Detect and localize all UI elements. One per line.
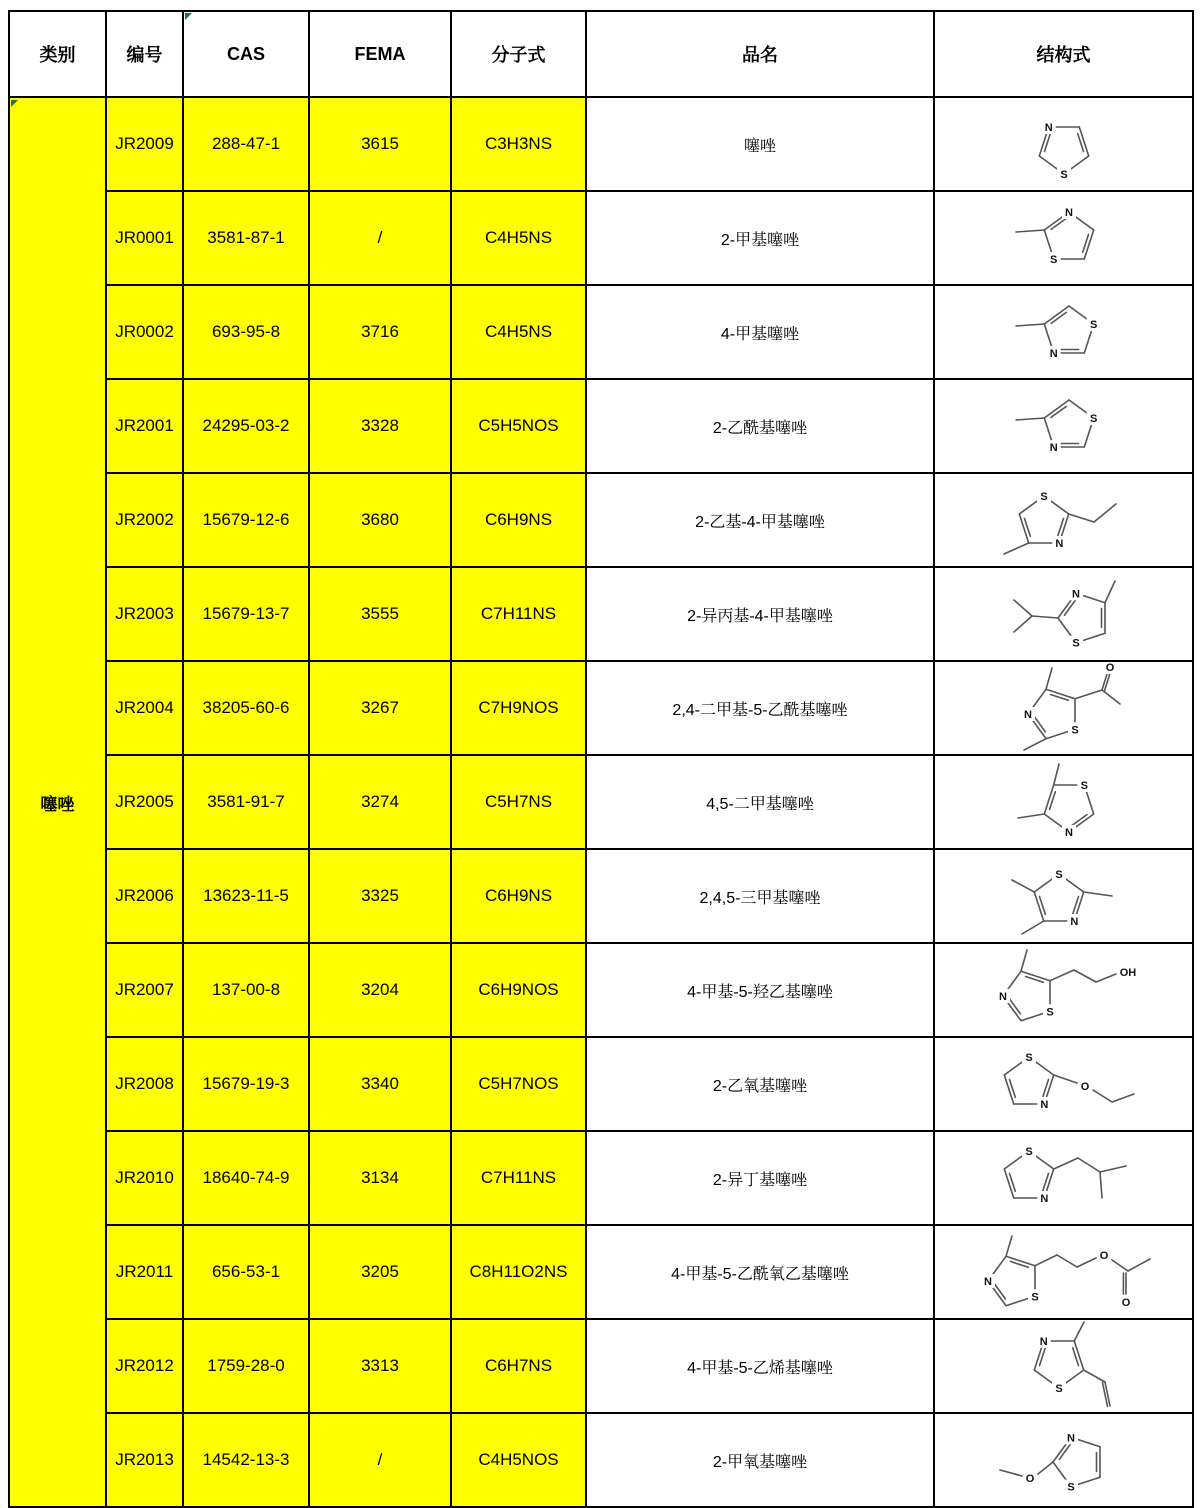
compound-row [9, 191, 1193, 285]
cas-cell: 15679-19-3 [183, 1037, 309, 1131]
fema-cell: / [309, 191, 451, 285]
compound-row [9, 943, 1193, 1037]
cas-cell: 15679-13-7 [183, 567, 309, 661]
col-header-name: 品名 [586, 11, 934, 97]
fema-cell: / [309, 1413, 451, 1507]
svg-text:S: S [1054, 1383, 1063, 1395]
col-header-category: 类别 [9, 11, 106, 97]
svg-text:N: N [1071, 588, 1080, 601]
header-row [9, 11, 1193, 97]
svg-text:S: S [1066, 1481, 1075, 1494]
compound-row [9, 849, 1193, 943]
svg-text:S: S [1039, 491, 1048, 503]
fema-cell: 3555 [309, 567, 451, 661]
cas-cell: 693-95-8 [183, 285, 309, 379]
formula-cell: C7H9NOS [451, 661, 586, 755]
compound-row [9, 285, 1193, 379]
fema-cell: 3325 [309, 849, 451, 943]
code-cell: JR2001 [106, 379, 183, 473]
svg-text:S: S [1080, 780, 1088, 792]
svg-text:S: S [1045, 1006, 1054, 1019]
compound-row [9, 1037, 1193, 1131]
formula-cell: C4H5NS [451, 285, 586, 379]
structure-diagram [934, 1131, 1193, 1225]
fema-cell: 3313 [309, 1319, 451, 1413]
code-cell: JR2007 [106, 943, 183, 1037]
cas-cell: 15679-12-6 [183, 473, 309, 567]
svg-text:O: O [1080, 1081, 1089, 1093]
name-cell: 2,4-二甲基-5-乙酰基噻唑 [586, 661, 934, 755]
structure-diagram [934, 1413, 1193, 1507]
fema-cell: 3204 [309, 943, 451, 1037]
formula-cell: C4H5NOS [451, 1413, 586, 1507]
compound-row [9, 1319, 1193, 1413]
name-cell: 4-甲基噻唑 [586, 285, 934, 379]
name-cell: 2-乙基-4-甲基噻唑 [586, 473, 934, 567]
code-cell: JR2009 [106, 97, 183, 191]
svg-text:N: N [1023, 709, 1032, 721]
cas-cell: 18640-74-9 [183, 1131, 309, 1225]
svg-text:S: S [1049, 254, 1057, 266]
col-header-fema: FEMA [309, 11, 451, 97]
name-cell: 2-乙酰基噻唑 [586, 379, 934, 473]
formula-cell: C8H11O2NS [451, 1225, 586, 1319]
structure-diagram [934, 1037, 1193, 1131]
formula-cell: C5H5NOS [451, 379, 586, 473]
formula-cell: C6H9NS [451, 473, 586, 567]
cell-error-indicator-icon [185, 13, 192, 20]
name-cell: 4-甲基-5-乙酰氧乙基噻唑 [586, 1225, 934, 1319]
cas-cell: 3581-87-1 [183, 191, 309, 285]
cas-cell: 38205-60-6 [183, 661, 309, 755]
code-cell: JR2003 [106, 567, 183, 661]
code-cell: JR2004 [106, 661, 183, 755]
svg-text:N: N [1066, 1432, 1075, 1445]
structure-diagram [934, 379, 1193, 473]
compound-table [8, 10, 1194, 1508]
svg-text:O: O [1121, 1297, 1130, 1309]
svg-text:O: O [1105, 662, 1114, 674]
structure-diagram [934, 285, 1193, 379]
svg-text:N: N [1039, 1193, 1048, 1205]
col-header-code: 编号 [106, 11, 183, 97]
svg-text:S: S [1024, 1146, 1033, 1158]
svg-text:N: N [1064, 207, 1073, 219]
structure-diagram [934, 1225, 1193, 1319]
formula-cell: C6H9NS [451, 849, 586, 943]
svg-text:OH: OH [1119, 967, 1136, 979]
name-cell: 4-甲基-5-乙烯基噻唑 [586, 1319, 934, 1413]
name-cell: 2-甲氧基噻唑 [586, 1413, 934, 1507]
code-cell: JR2005 [106, 755, 183, 849]
structure-diagram [934, 661, 1193, 755]
compound-row [9, 661, 1193, 755]
name-cell: 2-乙氧基噻唑 [586, 1037, 934, 1131]
compound-row [9, 755, 1193, 849]
svg-text:N: N [1039, 1099, 1048, 1111]
fema-cell: 3205 [309, 1225, 451, 1319]
cas-cell: 1759-28-0 [183, 1319, 309, 1413]
compound-row [9, 1413, 1193, 1507]
svg-text:N: N [1049, 348, 1058, 360]
col-header-cas: CAS [183, 11, 309, 97]
formula-cell: C3H3NS [451, 97, 586, 191]
compound-row [9, 97, 1193, 191]
structure-diagram [934, 473, 1193, 567]
compound-row [9, 567, 1193, 661]
svg-text:N: N [1064, 827, 1073, 839]
col-header-formula: 分子式 [451, 11, 586, 97]
cas-cell: 14542-13-3 [183, 1413, 309, 1507]
code-cell: JR2012 [106, 1319, 183, 1413]
svg-text:O: O [1099, 1250, 1108, 1262]
svg-text:N: N [1044, 122, 1053, 134]
compound-row [9, 1225, 1193, 1319]
svg-text:S: S [1054, 869, 1063, 881]
formula-cell: C4H5NS [451, 191, 586, 285]
formula-cell: C5H7NOS [451, 1037, 586, 1131]
compound-row [9, 1131, 1193, 1225]
fema-cell: 3340 [309, 1037, 451, 1131]
svg-text:S: S [1059, 169, 1068, 181]
svg-text:N: N [983, 1276, 992, 1288]
cas-cell: 137-00-8 [183, 943, 309, 1037]
structure-diagram [934, 943, 1193, 1037]
compound-row [9, 379, 1193, 473]
code-cell: JR0002 [106, 285, 183, 379]
formula-cell: C6H7NS [451, 1319, 586, 1413]
fema-cell: 3328 [309, 379, 451, 473]
code-cell: JR2011 [106, 1225, 183, 1319]
formula-cell: C5H7NS [451, 755, 586, 849]
name-cell: 2-异丁基噻唑 [586, 1131, 934, 1225]
svg-text:S: S [1089, 413, 1097, 425]
formula-cell: C6H9NOS [451, 943, 586, 1037]
fema-cell: 3615 [309, 97, 451, 191]
structure-diagram [934, 567, 1193, 661]
cas-cell: 3581-91-7 [183, 755, 309, 849]
structure-diagram [934, 97, 1193, 191]
structure-diagram [934, 191, 1193, 285]
code-cell: JR2006 [106, 849, 183, 943]
svg-text:S: S [1071, 637, 1080, 650]
code-cell: JR0001 [106, 191, 183, 285]
name-cell: 4-甲基-5-羟乙基噻唑 [586, 943, 934, 1037]
name-cell: 2-甲基噻唑 [586, 191, 934, 285]
svg-text:N: N [1049, 442, 1058, 454]
fema-cell: 3680 [309, 473, 451, 567]
name-cell: 2,4,5-三甲基噻唑 [586, 849, 934, 943]
fema-cell: 3267 [309, 661, 451, 755]
svg-text:S: S [1089, 319, 1097, 331]
name-cell: 2-异丙基-4-甲基噻唑 [586, 567, 934, 661]
structure-diagram [934, 849, 1193, 943]
svg-text:O: O [1025, 1473, 1034, 1485]
code-cell: JR2008 [106, 1037, 183, 1131]
cas-cell: 24295-03-2 [183, 379, 309, 473]
svg-text:S: S [1030, 1291, 1039, 1304]
code-cell: JR2013 [106, 1413, 183, 1507]
code-cell: JR2002 [106, 473, 183, 567]
svg-text:N: N [1054, 538, 1063, 550]
structure-diagram [934, 1319, 1193, 1413]
cas-cell: 656-53-1 [183, 1225, 309, 1319]
structure-diagram [934, 755, 1193, 849]
formula-cell: C7H11NS [451, 567, 586, 661]
formula-cell: C7H11NS [451, 1131, 586, 1225]
svg-text:N: N [1039, 1336, 1048, 1348]
svg-text:S: S [1024, 1052, 1033, 1064]
cell-error-indicator-icon [11, 100, 18, 107]
cas-cell: 288-47-1 [183, 97, 309, 191]
svg-text:N: N [1069, 916, 1078, 928]
category-cell: 噻唑 [9, 97, 106, 1507]
compound-row [9, 473, 1193, 567]
fema-cell: 3134 [309, 1131, 451, 1225]
code-cell: JR2010 [106, 1131, 183, 1225]
cas-cell: 13623-11-5 [183, 849, 309, 943]
name-cell: 4,5-二甲基噻唑 [586, 755, 934, 849]
svg-text:S: S [1070, 724, 1079, 737]
col-header-structure: 结构式 [934, 11, 1193, 97]
fema-cell: 3274 [309, 755, 451, 849]
fema-cell: 3716 [309, 285, 451, 379]
svg-text:N: N [998, 991, 1007, 1003]
name-cell: 噻唑 [586, 97, 934, 191]
